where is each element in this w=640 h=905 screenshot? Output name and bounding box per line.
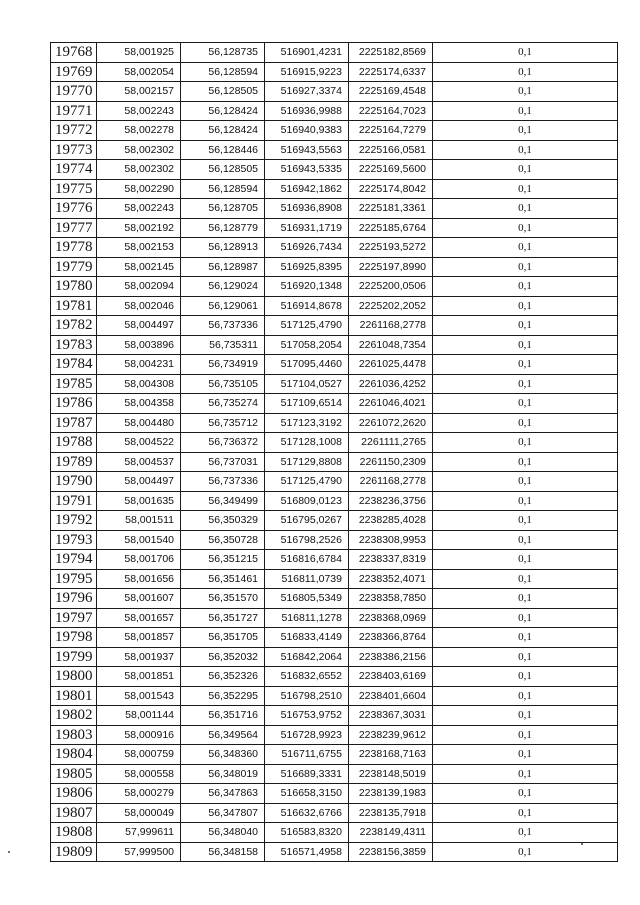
point-number-cell: 19791: [51, 491, 97, 511]
longitude-cell: 56,128913: [181, 238, 265, 258]
x-coordinate-cell: 516811,0739: [265, 569, 349, 589]
latitude-cell: 58,001607: [97, 589, 181, 609]
x-coordinate-cell: 516689,3331: [265, 764, 349, 784]
y-coordinate-cell: 2238308,9953: [349, 530, 433, 550]
point-number-cell: 19770: [51, 82, 97, 102]
x-coordinate-cell: 517123,3192: [265, 413, 349, 433]
y-coordinate-cell: 2225164,7023: [349, 101, 433, 121]
table-row: [51, 140, 618, 160]
accuracy-cell: 0,1: [433, 394, 618, 414]
point-number-cell: 19781: [51, 296, 97, 316]
table-row: [51, 647, 618, 667]
longitude-cell: 56,352032: [181, 647, 265, 667]
latitude-cell: 58,004537: [97, 452, 181, 472]
longitude-cell: 56,128505: [181, 82, 265, 102]
x-coordinate-cell: 516805,5349: [265, 589, 349, 609]
table-row: [51, 316, 618, 336]
accuracy-cell: 0,1: [433, 530, 618, 550]
latitude-cell: 57,999611: [97, 823, 181, 843]
y-coordinate-cell: 2225169,5600: [349, 160, 433, 180]
x-coordinate-cell: 517129,8808: [265, 452, 349, 472]
longitude-cell: 56,350329: [181, 511, 265, 531]
latitude-cell: 58,002145: [97, 257, 181, 277]
accuracy-cell: 0,1: [433, 550, 618, 570]
longitude-cell: 56,347863: [181, 784, 265, 804]
table-row: [51, 121, 618, 141]
x-coordinate-cell: 516795,0267: [265, 511, 349, 531]
latitude-cell: 58,002054: [97, 62, 181, 82]
x-coordinate-cell: 516809,0123: [265, 491, 349, 511]
latitude-cell: 58,004308: [97, 374, 181, 394]
longitude-cell: 56,128424: [181, 101, 265, 121]
longitude-cell: 56,351727: [181, 608, 265, 628]
accuracy-cell: 0,1: [433, 725, 618, 745]
table-row: [51, 277, 618, 297]
point-number-cell: 19805: [51, 764, 97, 784]
point-number-cell: 19782: [51, 316, 97, 336]
accuracy-cell: 0,1: [433, 511, 618, 531]
latitude-cell: 58,002243: [97, 199, 181, 219]
point-number-cell: 19776: [51, 199, 97, 219]
latitude-cell: 58,002157: [97, 82, 181, 102]
x-coordinate-cell: 516914,8678: [265, 296, 349, 316]
longitude-cell: 56,128446: [181, 140, 265, 160]
table-row: [51, 511, 618, 531]
point-number-cell: 19799: [51, 647, 97, 667]
table-row: [51, 43, 618, 63]
x-coordinate-cell: 516925,8395: [265, 257, 349, 277]
accuracy-cell: 0,1: [433, 257, 618, 277]
point-number-cell: 19792: [51, 511, 97, 531]
y-coordinate-cell: 2225200,0506: [349, 277, 433, 297]
x-coordinate-cell: 516816,6784: [265, 550, 349, 570]
point-number-cell: 19784: [51, 355, 97, 375]
longitude-cell: 56,735712: [181, 413, 265, 433]
x-coordinate-cell: 516901,4231: [265, 43, 349, 63]
y-coordinate-cell: 2238168,7163: [349, 745, 433, 765]
point-number-cell: 19786: [51, 394, 97, 414]
table-row: [51, 257, 618, 277]
latitude-cell: 58,004231: [97, 355, 181, 375]
accuracy-cell: 0,1: [433, 628, 618, 648]
y-coordinate-cell: 2238352,4071: [349, 569, 433, 589]
longitude-cell: 56,352326: [181, 667, 265, 687]
longitude-cell: 56,352295: [181, 686, 265, 706]
longitude-cell: 56,737336: [181, 472, 265, 492]
y-coordinate-cell: 2238149,4311: [349, 823, 433, 843]
y-coordinate-cell: 2238368,0969: [349, 608, 433, 628]
table-row: [51, 433, 618, 453]
x-coordinate-cell: 516832,6552: [265, 667, 349, 687]
point-number-cell: 19778: [51, 238, 97, 258]
table-row: [51, 550, 618, 570]
y-coordinate-cell: 2238401,6604: [349, 686, 433, 706]
table-row: [51, 472, 618, 492]
latitude-cell: 58,004497: [97, 472, 181, 492]
y-coordinate-cell: 2225174,8042: [349, 179, 433, 199]
latitude-cell: 58,003896: [97, 335, 181, 355]
latitude-cell: 58,001706: [97, 550, 181, 570]
latitude-cell: 58,001656: [97, 569, 181, 589]
accuracy-cell: 0,1: [433, 413, 618, 433]
x-coordinate-cell: 516583,8320: [265, 823, 349, 843]
accuracy-cell: 0,1: [433, 589, 618, 609]
table-row: [51, 199, 618, 219]
point-number-cell: 19794: [51, 550, 97, 570]
table-row: [51, 569, 618, 589]
x-coordinate-cell: 516936,9988: [265, 101, 349, 121]
accuracy-cell: 0,1: [433, 491, 618, 511]
y-coordinate-cell: 2225169,4548: [349, 82, 433, 102]
coordinates-table: [50, 42, 618, 862]
longitude-cell: 56,349564: [181, 725, 265, 745]
x-coordinate-cell: 516943,5563: [265, 140, 349, 160]
x-coordinate-cell: 516632,6766: [265, 803, 349, 823]
table-row: [51, 218, 618, 238]
table-row: [51, 608, 618, 628]
latitude-cell: 58,000558: [97, 764, 181, 784]
table-row: [51, 101, 618, 121]
point-number-cell: 19807: [51, 803, 97, 823]
point-number-cell: 19779: [51, 257, 97, 277]
latitude-cell: 58,002243: [97, 101, 181, 121]
accuracy-cell: 0,1: [433, 842, 618, 862]
latitude-cell: 58,002192: [97, 218, 181, 238]
table-row: [51, 764, 618, 784]
latitude-cell: 58,002278: [97, 121, 181, 141]
longitude-cell: 56,351461: [181, 569, 265, 589]
y-coordinate-cell: 2225197,8990: [349, 257, 433, 277]
table-row: [51, 842, 618, 862]
accuracy-cell: 0,1: [433, 355, 618, 375]
table-row: [51, 628, 618, 648]
x-coordinate-cell: 517125,4790: [265, 316, 349, 336]
point-number-cell: 19806: [51, 784, 97, 804]
accuracy-cell: 0,1: [433, 803, 618, 823]
point-number-cell: 19804: [51, 745, 97, 765]
point-number-cell: 19780: [51, 277, 97, 297]
longitude-cell: 56,351716: [181, 706, 265, 726]
y-coordinate-cell: 2238139,1983: [349, 784, 433, 804]
y-coordinate-cell: 2261150,2309: [349, 452, 433, 472]
longitude-cell: 56,128705: [181, 199, 265, 219]
y-coordinate-cell: 2225164,7279: [349, 121, 433, 141]
latitude-cell: 57,999500: [97, 842, 181, 862]
y-coordinate-cell: 2238403,6169: [349, 667, 433, 687]
y-coordinate-cell: 2238239,9612: [349, 725, 433, 745]
y-coordinate-cell: 2238135,7918: [349, 803, 433, 823]
table-row: [51, 706, 618, 726]
y-coordinate-cell: 2261168,2778: [349, 316, 433, 336]
table-row: [51, 803, 618, 823]
x-coordinate-cell: 516728,9923: [265, 725, 349, 745]
y-coordinate-cell: 2261168,2778: [349, 472, 433, 492]
y-coordinate-cell: 2261046,4021: [349, 394, 433, 414]
latitude-cell: 58,001857: [97, 628, 181, 648]
table-row: [51, 238, 618, 258]
x-coordinate-cell: 516931,1719: [265, 218, 349, 238]
longitude-cell: 56,737031: [181, 452, 265, 472]
accuracy-cell: 0,1: [433, 43, 618, 63]
latitude-cell: 58,000916: [97, 725, 181, 745]
x-coordinate-cell: 517109,6514: [265, 394, 349, 414]
x-coordinate-cell: 516658,3150: [265, 784, 349, 804]
latitude-cell: 58,004480: [97, 413, 181, 433]
accuracy-cell: 0,1: [433, 140, 618, 160]
point-number-cell: 19790: [51, 472, 97, 492]
y-coordinate-cell: 2225182,8569: [349, 43, 433, 63]
accuracy-cell: 0,1: [433, 374, 618, 394]
table-row: [51, 62, 618, 82]
point-number-cell: 19769: [51, 62, 97, 82]
accuracy-cell: 0,1: [433, 296, 618, 316]
accuracy-cell: 0,1: [433, 784, 618, 804]
longitude-cell: 56,348360: [181, 745, 265, 765]
point-number-cell: 19787: [51, 413, 97, 433]
point-number-cell: 19774: [51, 160, 97, 180]
y-coordinate-cell: 2261111,2765: [349, 433, 433, 453]
scan-speck: [8, 851, 10, 853]
longitude-cell: 56,349499: [181, 491, 265, 511]
accuracy-cell: 0,1: [433, 199, 618, 219]
latitude-cell: 58,004522: [97, 433, 181, 453]
y-coordinate-cell: 2238337,8319: [349, 550, 433, 570]
point-number-cell: 19788: [51, 433, 97, 453]
y-coordinate-cell: 2238156,3859: [349, 842, 433, 862]
table-row: [51, 296, 618, 316]
table-row: [51, 394, 618, 414]
x-coordinate-cell: 516711,6755: [265, 745, 349, 765]
point-number-cell: 19795: [51, 569, 97, 589]
x-coordinate-cell: 517058,2054: [265, 335, 349, 355]
point-number-cell: 19796: [51, 589, 97, 609]
accuracy-cell: 0,1: [433, 569, 618, 589]
table-row: [51, 686, 618, 706]
longitude-cell: 56,128594: [181, 62, 265, 82]
latitude-cell: 58,001851: [97, 667, 181, 687]
latitude-cell: 58,001635: [97, 491, 181, 511]
latitude-cell: 58,004358: [97, 394, 181, 414]
accuracy-cell: 0,1: [433, 179, 618, 199]
longitude-cell: 56,735105: [181, 374, 265, 394]
point-number-cell: 19777: [51, 218, 97, 238]
longitude-cell: 56,736372: [181, 433, 265, 453]
x-coordinate-cell: 516920,1348: [265, 277, 349, 297]
longitude-cell: 56,348040: [181, 823, 265, 843]
accuracy-cell: 0,1: [433, 647, 618, 667]
table-row: [51, 355, 618, 375]
longitude-cell: 56,734919: [181, 355, 265, 375]
x-coordinate-cell: 516811,1278: [265, 608, 349, 628]
accuracy-cell: 0,1: [433, 160, 618, 180]
point-number-cell: 19797: [51, 608, 97, 628]
x-coordinate-cell: 516798,2510: [265, 686, 349, 706]
accuracy-cell: 0,1: [433, 82, 618, 102]
longitude-cell: 56,735311: [181, 335, 265, 355]
longitude-cell: 56,347807: [181, 803, 265, 823]
point-number-cell: 19768: [51, 43, 97, 63]
table-row: [51, 784, 618, 804]
latitude-cell: 58,001657: [97, 608, 181, 628]
x-coordinate-cell: 516936,8908: [265, 199, 349, 219]
table-row: [51, 452, 618, 472]
table-row: [51, 160, 618, 180]
point-number-cell: 19808: [51, 823, 97, 843]
latitude-cell: 58,002302: [97, 140, 181, 160]
accuracy-cell: 0,1: [433, 686, 618, 706]
coordinates-table-body: [51, 43, 618, 862]
x-coordinate-cell: 517125,4790: [265, 472, 349, 492]
point-number-cell: 19775: [51, 179, 97, 199]
accuracy-cell: 0,1: [433, 218, 618, 238]
accuracy-cell: 0,1: [433, 472, 618, 492]
latitude-cell: 58,001925: [97, 43, 181, 63]
longitude-cell: 56,351705: [181, 628, 265, 648]
accuracy-cell: 0,1: [433, 335, 618, 355]
x-coordinate-cell: 516753,9752: [265, 706, 349, 726]
y-coordinate-cell: 2261036,4252: [349, 374, 433, 394]
table-row: [51, 179, 618, 199]
x-coordinate-cell: 517128,1008: [265, 433, 349, 453]
y-coordinate-cell: 2238366,8764: [349, 628, 433, 648]
point-number-cell: 19773: [51, 140, 97, 160]
point-number-cell: 19772: [51, 121, 97, 141]
accuracy-cell: 0,1: [433, 316, 618, 336]
longitude-cell: 56,128987: [181, 257, 265, 277]
longitude-cell: 56,351570: [181, 589, 265, 609]
x-coordinate-cell: 516940,9383: [265, 121, 349, 141]
latitude-cell: 58,002153: [97, 238, 181, 258]
y-coordinate-cell: 2225185,6764: [349, 218, 433, 238]
latitude-cell: 58,000049: [97, 803, 181, 823]
longitude-cell: 56,735274: [181, 394, 265, 414]
table-row: [51, 530, 618, 550]
longitude-cell: 56,128424: [181, 121, 265, 141]
longitude-cell: 56,737336: [181, 316, 265, 336]
table-row: [51, 589, 618, 609]
point-number-cell: 19798: [51, 628, 97, 648]
y-coordinate-cell: 2238367,3031: [349, 706, 433, 726]
longitude-cell: 56,129024: [181, 277, 265, 297]
point-number-cell: 19809: [51, 842, 97, 862]
point-number-cell: 19800: [51, 667, 97, 687]
table-row: [51, 82, 618, 102]
point-number-cell: 19803: [51, 725, 97, 745]
x-coordinate-cell: 516942,1862: [265, 179, 349, 199]
accuracy-cell: 0,1: [433, 101, 618, 121]
table-row: [51, 725, 618, 745]
point-number-cell: 19771: [51, 101, 97, 121]
y-coordinate-cell: 2261048,7354: [349, 335, 433, 355]
longitude-cell: 56,128779: [181, 218, 265, 238]
latitude-cell: 58,001511: [97, 511, 181, 531]
y-coordinate-cell: 2261025,4478: [349, 355, 433, 375]
table-row: [51, 667, 618, 687]
x-coordinate-cell: 516915,9223: [265, 62, 349, 82]
y-coordinate-cell: 2225193,5272: [349, 238, 433, 258]
x-coordinate-cell: 516943,5335: [265, 160, 349, 180]
y-coordinate-cell: 2238358,7850: [349, 589, 433, 609]
y-coordinate-cell: 2225166,0581: [349, 140, 433, 160]
table-row: [51, 374, 618, 394]
latitude-cell: 58,000759: [97, 745, 181, 765]
latitude-cell: 58,002302: [97, 160, 181, 180]
accuracy-cell: 0,1: [433, 823, 618, 843]
x-coordinate-cell: 516571,4958: [265, 842, 349, 862]
latitude-cell: 58,000279: [97, 784, 181, 804]
accuracy-cell: 0,1: [433, 121, 618, 141]
table-row: [51, 823, 618, 843]
x-coordinate-cell: 516842,2064: [265, 647, 349, 667]
table-row: [51, 413, 618, 433]
point-number-cell: 19785: [51, 374, 97, 394]
accuracy-cell: 0,1: [433, 238, 618, 258]
accuracy-cell: 0,1: [433, 667, 618, 687]
latitude-cell: 58,002046: [97, 296, 181, 316]
scan-speck: [581, 843, 583, 845]
point-number-cell: 19789: [51, 452, 97, 472]
point-number-cell: 19801: [51, 686, 97, 706]
x-coordinate-cell: 516927,3374: [265, 82, 349, 102]
x-coordinate-cell: 516798,2526: [265, 530, 349, 550]
x-coordinate-cell: 516833,4149: [265, 628, 349, 648]
accuracy-cell: 0,1: [433, 706, 618, 726]
table-row: [51, 491, 618, 511]
longitude-cell: 56,350728: [181, 530, 265, 550]
latitude-cell: 58,001937: [97, 647, 181, 667]
x-coordinate-cell: 517104,0527: [265, 374, 349, 394]
y-coordinate-cell: 2261072,2620: [349, 413, 433, 433]
longitude-cell: 56,348158: [181, 842, 265, 862]
y-coordinate-cell: 2238386,2156: [349, 647, 433, 667]
latitude-cell: 58,002094: [97, 277, 181, 297]
latitude-cell: 58,004497: [97, 316, 181, 336]
table-row: [51, 335, 618, 355]
table-row: [51, 745, 618, 765]
y-coordinate-cell: 2225174,6337: [349, 62, 433, 82]
y-coordinate-cell: 2225202,2052: [349, 296, 433, 316]
latitude-cell: 58,002290: [97, 179, 181, 199]
accuracy-cell: 0,1: [433, 745, 618, 765]
x-coordinate-cell: 516926,7434: [265, 238, 349, 258]
accuracy-cell: 0,1: [433, 452, 618, 472]
latitude-cell: 58,001540: [97, 530, 181, 550]
x-coordinate-cell: 517095,4460: [265, 355, 349, 375]
point-number-cell: 19802: [51, 706, 97, 726]
longitude-cell: 56,128594: [181, 179, 265, 199]
latitude-cell: 58,001543: [97, 686, 181, 706]
y-coordinate-cell: 2225181,3361: [349, 199, 433, 219]
accuracy-cell: 0,1: [433, 764, 618, 784]
accuracy-cell: 0,1: [433, 433, 618, 453]
y-coordinate-cell: 2238148,5019: [349, 764, 433, 784]
point-number-cell: 19783: [51, 335, 97, 355]
latitude-cell: 58,001144: [97, 706, 181, 726]
longitude-cell: 56,348019: [181, 764, 265, 784]
longitude-cell: 56,129061: [181, 296, 265, 316]
longitude-cell: 56,128505: [181, 160, 265, 180]
y-coordinate-cell: 2238236,3756: [349, 491, 433, 511]
y-coordinate-cell: 2238285,4028: [349, 511, 433, 531]
longitude-cell: 56,128735: [181, 43, 265, 63]
accuracy-cell: 0,1: [433, 277, 618, 297]
longitude-cell: 56,351215: [181, 550, 265, 570]
point-number-cell: 19793: [51, 530, 97, 550]
accuracy-cell: 0,1: [433, 62, 618, 82]
accuracy-cell: 0,1: [433, 608, 618, 628]
